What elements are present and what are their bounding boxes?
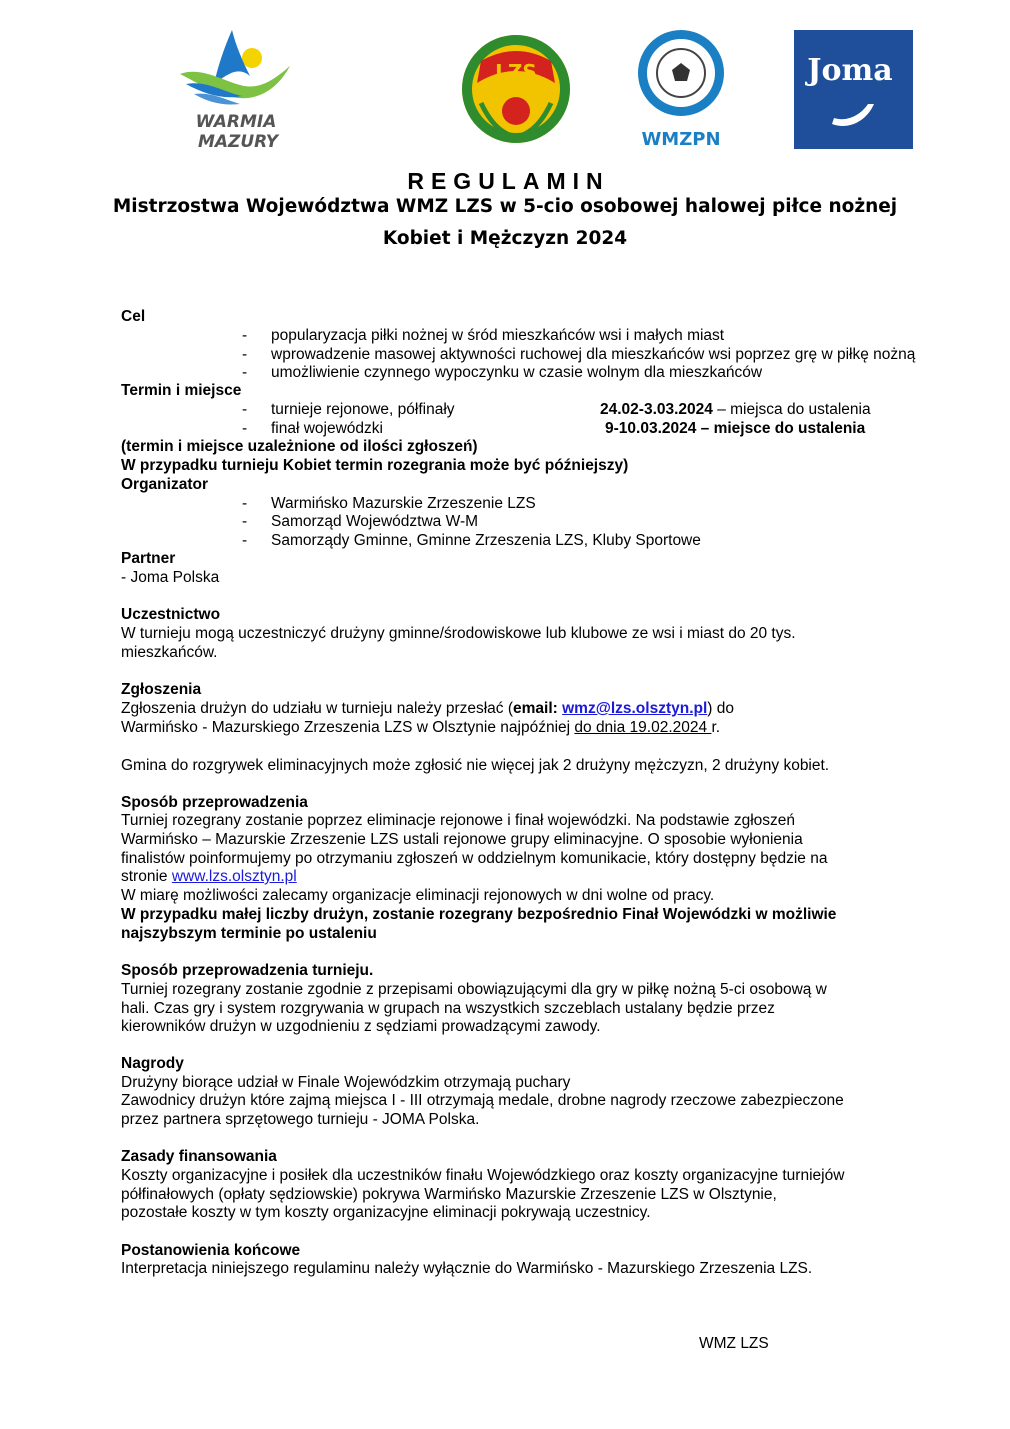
joma-emblem-icon xyxy=(794,30,913,149)
joma-logo xyxy=(794,30,913,149)
joma-text: Joma xyxy=(807,53,893,88)
zgloszenia-line: Warmińsko - Mazurskiego Zrzeszenia LZS w Olsztynie najpóźniej do dnia 19.02.2024 r. xyxy=(121,719,721,736)
nagrody-line: Drużyny biorące udział w Finale Wojewódzkim otrzymają puchary xyxy=(121,1074,571,1091)
warmia-text: WARMIA xyxy=(195,112,277,132)
sposob-bold-line: W przypadku małej liczby drużyn, zostanie rozegrany bezpośrednio Finał Wojewódzki w możliwie xyxy=(121,906,837,923)
website-link[interactable]: www.lzs.olsztyn.pl xyxy=(171,868,297,885)
sposob-line: W miarę możliwości zalecamy organizacje eliminacji rejonowych w dni wolne od pracy. xyxy=(121,887,715,904)
partner-heading: Partner xyxy=(121,550,176,567)
termin-note-2: W przypadku turnieju Kobiet termin rozegrania może być późniejszy) xyxy=(121,457,629,474)
finansowanie-line: półfinałowych (opłaty sędziowskie) pokrywa Warmińsko Mazurskie Zrzeszenie LZS w Olsztynie, xyxy=(121,1186,777,1203)
document-subtitle-1: Mistrzostwa Województwa WMZ LZS w 5-cio osobowej halowej piłce nożnej xyxy=(112,196,898,217)
signature: WMZ LZS xyxy=(699,1335,769,1352)
lzs-text: LZS xyxy=(495,60,537,84)
sposob-line: stronie www.lzs.olsztyn.pl xyxy=(121,868,297,885)
nagrody-heading: Nagrody xyxy=(121,1055,184,1072)
finansowanie-line: pozostałe koszty w tym koszty organizacyjne eliminacji pokrywają uczestnicy. xyxy=(121,1204,651,1221)
lzs-emblem-icon xyxy=(459,31,573,147)
termin-note-1: (termin i miejsce uzależnione od ilości zgłoszeń) xyxy=(121,438,478,455)
zgloszenia-heading: Zgłoszenia xyxy=(121,681,202,698)
wmzpn-emblem-icon xyxy=(632,27,730,151)
lzs-logo xyxy=(459,31,573,147)
warmia-mazury-logo xyxy=(172,26,302,154)
sposob-line: Turniej rozegrany zostanie poprzez eliminacje rejonowe i finał wojewódzki. Na podstawie zgłoszeń xyxy=(121,812,796,829)
postanowienia-heading: Postanowienia końcowe xyxy=(121,1242,301,1259)
zgloszenia-line: Zgłoszenia drużyn do udziału w turnieju należy przesłać (email: wmz@lzs.olsztyn.pl) do xyxy=(121,700,735,717)
finansowanie-line: Koszty organizacyjne i posiłek dla uczestników finału Wojewódzkiego oraz koszty organizacyjne turniejów xyxy=(121,1167,845,1184)
sposob-turnieju-line: kierowników drużyn w uzgodnieniu z sędziami prowadzącymi zawody. xyxy=(121,1018,601,1035)
uczestnictwo-line: W turnieju mogą uczestniczyć drużyny gminne/środowiskowe lub klubowe ze wsi i miast do 20 tys. xyxy=(121,625,796,642)
document-title: REGULAMIN xyxy=(407,168,610,194)
wmzpn-logo xyxy=(632,27,730,151)
organizator-heading: Organizator xyxy=(121,476,208,493)
nagrody-line: Zawodnicy drużyn które zajmą miejsca I - III otrzymają medale, drobne nagrody rzeczowe zabezpieczone xyxy=(121,1092,844,1109)
document-subtitle-2: Kobiet i Mężczyzn 2024 xyxy=(382,228,628,249)
mazury-text: MAZURY xyxy=(197,132,279,152)
nagrody-line: przez partnera sprzętowego turnieju - JOMA Polska. xyxy=(121,1111,480,1128)
finansowanie-heading: Zasady finansowania xyxy=(121,1148,277,1165)
zgloszenia-gmina: Gmina do rozgrywek eliminacyjnych może zgłosić nie więcej jak 2 drużyny mężczyzn, 2 drużyny kobiet. xyxy=(121,757,830,774)
wmzpn-text: WMZPN xyxy=(641,129,721,150)
sposob-turnieju-line: Turniej rozegrany zostanie zgodnie z przepisami obowiązującymi dla gry w piłkę nożną 5-ci osobową w xyxy=(121,981,827,998)
sposob-line: finalistów poinformujemy po otrzymaniu zgłoszeń w oddzielnym komunikacie, który dostępny będzie na xyxy=(121,850,828,867)
uczestnictwo-line: mieszkańców. xyxy=(121,644,218,661)
uczestnictwo-heading: Uczestnictwo xyxy=(121,606,221,623)
sposob-turnieju-heading: Sposób przeprowadzenia turnieju. xyxy=(121,962,374,979)
deadline-text: do dnia 19.02.2024 xyxy=(574,719,712,736)
postanowienia-line: Interpretacja niniejszego regulaminu należy wyłącznie do Warmińsko - Mazurskiego Zrzeszenia LZS. xyxy=(121,1260,813,1277)
partner-text: - Joma Polska xyxy=(121,569,220,586)
sposob-bold-line: najszybszym terminie po ustaleniu xyxy=(121,925,377,942)
warmia-mazury-emblem-icon xyxy=(172,26,302,154)
cel-heading: Cel xyxy=(121,308,146,325)
sposob-turnieju-line: hali. Czas gry i system rozgrywania w grupach na wszystkich szczeblach ustalany będzie przez xyxy=(121,1000,775,1017)
termin-heading: Termin i miejsce xyxy=(121,382,242,399)
email-link[interactable]: wmz@lzs.olsztyn.pl xyxy=(562,700,708,717)
sposob-line: Warmińsko – Mazurskie Zrzeszenie LZS ustali rejonowe grupy eliminacyjne. O sposobie wyłonienia xyxy=(121,831,803,848)
sposob-heading: Sposób przeprowadzenia xyxy=(121,794,308,811)
